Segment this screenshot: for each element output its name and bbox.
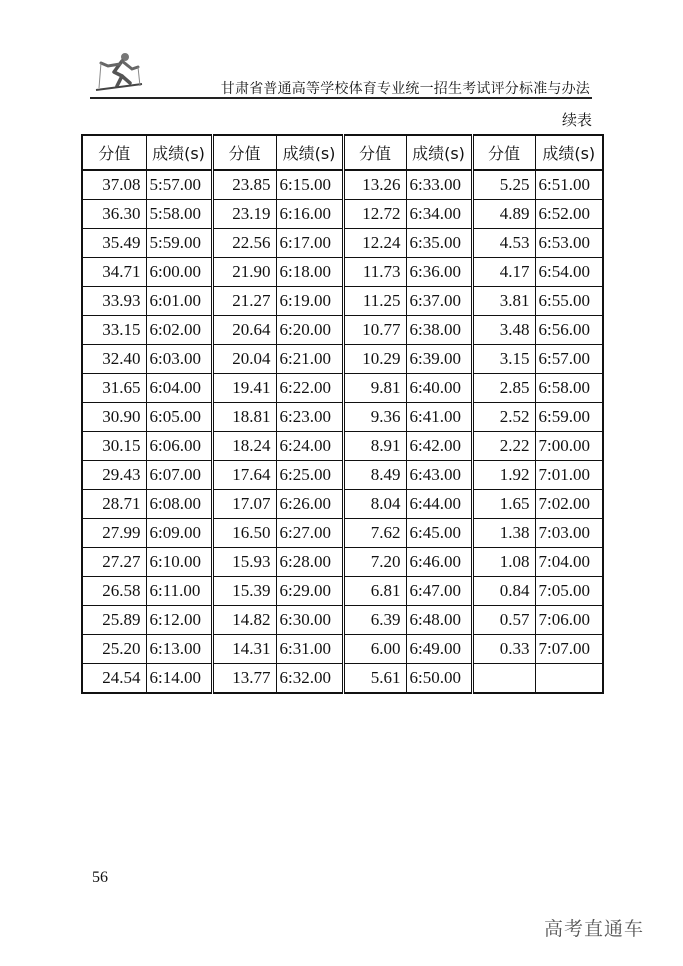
score-cell: 16.50: [212, 519, 276, 548]
score-cell: 1.08: [472, 548, 535, 577]
time-cell: 6:12.00: [146, 606, 212, 635]
score-cell: 18.24: [212, 432, 276, 461]
time-cell: 6:57.00: [535, 345, 603, 374]
time-cell: 6:31.00: [276, 635, 343, 664]
score-cell: 6.39: [343, 606, 406, 635]
score-cell: 19.41: [212, 374, 276, 403]
time-cell: 6:56.00: [535, 316, 603, 345]
score-cell: 12.24: [343, 229, 406, 258]
column-header-time: 成绩(s): [535, 135, 603, 170]
time-cell: 6:44.00: [406, 490, 472, 519]
time-cell: 6:06.00: [146, 432, 212, 461]
score-cell: 27.27: [82, 548, 146, 577]
table-row: [82, 635, 603, 664]
column-header-score: 分值: [343, 135, 406, 170]
score-cell: 4.53: [472, 229, 535, 258]
header-rule: [90, 97, 592, 99]
time-cell: 6:20.00: [276, 316, 343, 345]
time-cell: 6:14.00: [146, 664, 212, 694]
table-row: [82, 664, 603, 694]
time-cell: 6:39.00: [406, 345, 472, 374]
score-cell: 8.04: [343, 490, 406, 519]
time-cell: 7:00.00: [535, 432, 603, 461]
score-cell: 17.64: [212, 461, 276, 490]
score-cell: 6.81: [343, 577, 406, 606]
time-cell: 6:50.00: [406, 664, 472, 694]
score-cell: 10.29: [343, 345, 406, 374]
table-row: [82, 403, 603, 432]
score-cell: 14.82: [212, 606, 276, 635]
time-cell: 7:01.00: [535, 461, 603, 490]
score-cell: 25.89: [82, 606, 146, 635]
table-row: [82, 606, 603, 635]
table-row: [82, 374, 603, 403]
table-row: [82, 461, 603, 490]
score-cell: 34.71: [82, 258, 146, 287]
score-cell: 12.72: [343, 200, 406, 229]
score-cell: 4.89: [472, 200, 535, 229]
time-cell: 6:18.00: [276, 258, 343, 287]
time-cell: 6:27.00: [276, 519, 343, 548]
score-cell: 2.85: [472, 374, 535, 403]
time-cell: 6:34.00: [406, 200, 472, 229]
time-cell: 5:57.00: [146, 170, 212, 200]
time-cell: 6:51.00: [535, 170, 603, 200]
score-cell: 0.33: [472, 635, 535, 664]
score-cell: 11.25: [343, 287, 406, 316]
time-cell: 6:35.00: [406, 229, 472, 258]
time-cell: 7:07.00: [535, 635, 603, 664]
time-cell: 6:30.00: [276, 606, 343, 635]
time-cell: 6:53.00: [535, 229, 603, 258]
time-cell: 6:22.00: [276, 374, 343, 403]
time-cell: 6:29.00: [276, 577, 343, 606]
time-cell: 6:13.00: [146, 635, 212, 664]
score-cell: 4.17: [472, 258, 535, 287]
time-cell: 6:08.00: [146, 490, 212, 519]
score-cell: 23.19: [212, 200, 276, 229]
column-header-time: 成绩(s): [276, 135, 343, 170]
score-cell: 35.49: [82, 229, 146, 258]
table-row: [82, 577, 603, 606]
time-cell: 6:54.00: [535, 258, 603, 287]
time-cell: 7:03.00: [535, 519, 603, 548]
time-cell: 5:58.00: [146, 200, 212, 229]
score-cell: 37.08: [82, 170, 146, 200]
score-cell: 28.71: [82, 490, 146, 519]
time-cell: 7:05.00: [535, 577, 603, 606]
score-cell: 29.43: [82, 461, 146, 490]
score-cell: 32.40: [82, 345, 146, 374]
score-cell: 2.52: [472, 403, 535, 432]
score-cell: 33.93: [82, 287, 146, 316]
score-cell: 2.22: [472, 432, 535, 461]
score-cell: 1.65: [472, 490, 535, 519]
score-cell: 36.30: [82, 200, 146, 229]
time-cell: 6:07.00: [146, 461, 212, 490]
score-cell: 20.04: [212, 345, 276, 374]
score-cell: 10.77: [343, 316, 406, 345]
score-cell: 8.49: [343, 461, 406, 490]
time-cell: 6:37.00: [406, 287, 472, 316]
time-cell: 6:05.00: [146, 403, 212, 432]
table-row: [82, 548, 603, 577]
score-cell: 3.81: [472, 287, 535, 316]
score-cell: 0.57: [472, 606, 535, 635]
time-cell: 7:04.00: [535, 548, 603, 577]
score-cell: 9.81: [343, 374, 406, 403]
table-row: [82, 432, 603, 461]
table-row: [82, 229, 603, 258]
column-header-score: 分值: [472, 135, 535, 170]
score-cell: 15.93: [212, 548, 276, 577]
table-header-row: [82, 135, 603, 170]
score-cell: 15.39: [212, 577, 276, 606]
score-cell: 3.48: [472, 316, 535, 345]
score-cell: 18.81: [212, 403, 276, 432]
table-row: [82, 258, 603, 287]
time-cell: 6:48.00: [406, 606, 472, 635]
time-cell: 6:09.00: [146, 519, 212, 548]
table-row: [82, 287, 603, 316]
continued-label: 续表: [561, 111, 592, 129]
time-cell: 6:59.00: [535, 403, 603, 432]
column-header-score: 分值: [212, 135, 276, 170]
time-cell: 6:28.00: [276, 548, 343, 577]
score-cell: 31.65: [82, 374, 146, 403]
time-cell: 6:52.00: [535, 200, 603, 229]
score-cell: 13.77: [212, 664, 276, 694]
time-cell: 6:46.00: [406, 548, 472, 577]
time-cell: 6:03.00: [146, 345, 212, 374]
score-cell: 17.07: [212, 490, 276, 519]
score-cell: 13.26: [343, 170, 406, 200]
score-cell: 21.90: [212, 258, 276, 287]
time-cell: 6:10.00: [146, 548, 212, 577]
time-cell: 6:24.00: [276, 432, 343, 461]
time-cell: 6:33.00: [406, 170, 472, 200]
score-cell: 33.15: [82, 316, 146, 345]
score-cell: 6.00: [343, 635, 406, 664]
score-cell: 24.54: [82, 664, 146, 694]
watermark: 高考直通车: [544, 918, 645, 940]
score-cell: 7.62: [343, 519, 406, 548]
score-cell: 11.73: [343, 258, 406, 287]
time-cell: 7:02.00: [535, 490, 603, 519]
score-cell: 5.25: [472, 170, 535, 200]
time-cell: 6:04.00: [146, 374, 212, 403]
time-cell: 6:38.00: [406, 316, 472, 345]
time-cell: 6:41.00: [406, 403, 472, 432]
score-cell: 8.91: [343, 432, 406, 461]
time-cell: 6:26.00: [276, 490, 343, 519]
table-row: [82, 345, 603, 374]
time-cell: 6:00.00: [146, 258, 212, 287]
score-cell: 22.56: [212, 229, 276, 258]
score-cell: 14.31: [212, 635, 276, 664]
time-cell: 6:23.00: [276, 403, 343, 432]
time-cell: 6:01.00: [146, 287, 212, 316]
table-row: [82, 170, 603, 200]
time-cell: [535, 664, 603, 694]
score-cell: 25.20: [82, 635, 146, 664]
score-cell: 7.20: [343, 548, 406, 577]
time-cell: 6:49.00: [406, 635, 472, 664]
score-cell: 26.58: [82, 577, 146, 606]
score-cell: 0.84: [472, 577, 535, 606]
document-header-title: 甘肃省普通高等学校体育专业统一招生考试评分标准与办法: [220, 81, 590, 97]
time-cell: 7:06.00: [535, 606, 603, 635]
time-cell: 6:17.00: [276, 229, 343, 258]
score-cell: 1.38: [472, 519, 535, 548]
time-cell: 6:45.00: [406, 519, 472, 548]
score-cell: 30.90: [82, 403, 146, 432]
score-table: [81, 134, 604, 694]
time-cell: 6:36.00: [406, 258, 472, 287]
score-cell: 3.15: [472, 345, 535, 374]
table-body: [82, 170, 603, 693]
column-header-time: 成绩(s): [406, 135, 472, 170]
table-row: [82, 316, 603, 345]
table-row: [82, 200, 603, 229]
skier-logo-icon: [92, 50, 148, 94]
time-cell: 6:21.00: [276, 345, 343, 374]
score-cell: 20.64: [212, 316, 276, 345]
score-cell: 30.15: [82, 432, 146, 461]
score-cell: 27.99: [82, 519, 146, 548]
time-cell: 6:55.00: [535, 287, 603, 316]
time-cell: 6:58.00: [535, 374, 603, 403]
column-header-time: 成绩(s): [146, 135, 212, 170]
page-number: 56: [92, 869, 108, 886]
score-cell: 5.61: [343, 664, 406, 694]
table-row: [82, 519, 603, 548]
time-cell: 6:43.00: [406, 461, 472, 490]
time-cell: 6:42.00: [406, 432, 472, 461]
time-cell: 6:19.00: [276, 287, 343, 316]
time-cell: 6:15.00: [276, 170, 343, 200]
score-cell: [472, 664, 535, 694]
table-row: [82, 490, 603, 519]
time-cell: 6:02.00: [146, 316, 212, 345]
score-cell: 23.85: [212, 170, 276, 200]
time-cell: 6:40.00: [406, 374, 472, 403]
score-cell: 1.92: [472, 461, 535, 490]
column-header-score: 分值: [82, 135, 146, 170]
time-cell: 6:16.00: [276, 200, 343, 229]
score-cell: 9.36: [343, 403, 406, 432]
time-cell: 6:25.00: [276, 461, 343, 490]
time-cell: 6:47.00: [406, 577, 472, 606]
time-cell: 6:11.00: [146, 577, 212, 606]
time-cell: 5:59.00: [146, 229, 212, 258]
score-cell: 21.27: [212, 287, 276, 316]
time-cell: 6:32.00: [276, 664, 343, 694]
